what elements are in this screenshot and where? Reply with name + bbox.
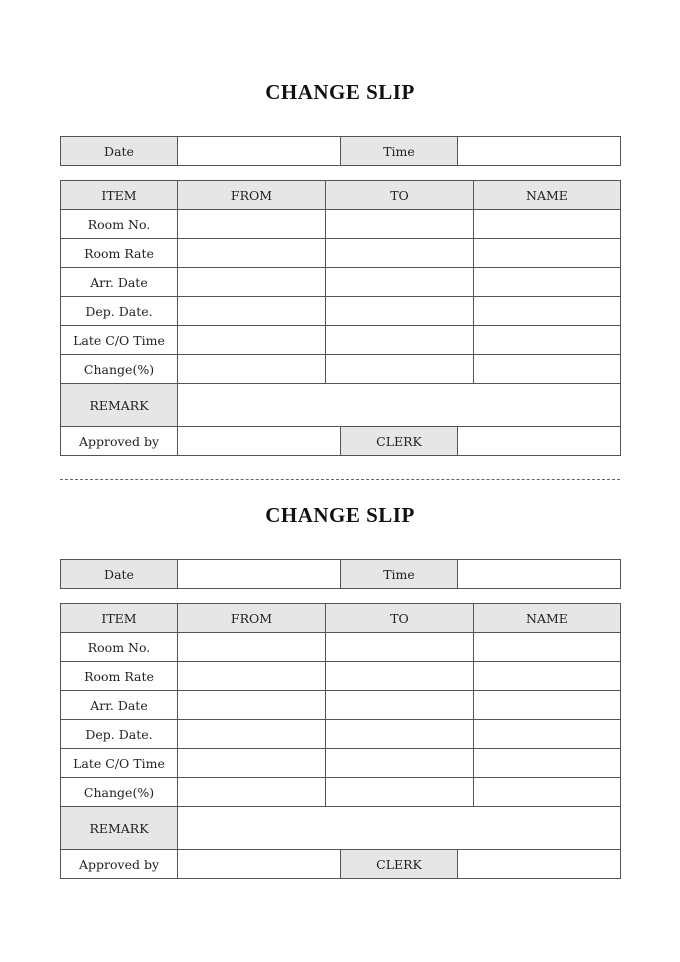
to-cell[interactable] <box>326 691 474 720</box>
from-cell[interactable] <box>178 297 326 326</box>
table-row <box>61 749 621 778</box>
to-cell[interactable] <box>326 778 474 807</box>
date-field[interactable] <box>178 137 341 166</box>
name-cell[interactable] <box>474 720 621 749</box>
header-from: FROM <box>178 604 326 633</box>
from-cell[interactable] <box>178 355 326 384</box>
row-label: Room Rate <box>61 239 178 268</box>
name-cell[interactable] <box>474 210 621 239</box>
from-cell[interactable] <box>178 268 326 297</box>
to-cell[interactable] <box>326 268 474 297</box>
date-field[interactable] <box>178 560 341 589</box>
table-row <box>61 210 621 239</box>
row-label: Room Rate <box>61 662 178 691</box>
name-cell[interactable] <box>474 633 621 662</box>
table-row <box>61 778 621 807</box>
change-table <box>60 180 621 428</box>
approved-by-field[interactable] <box>178 427 341 456</box>
name-cell[interactable] <box>474 297 621 326</box>
name-cell[interactable] <box>474 268 621 297</box>
to-cell[interactable] <box>326 297 474 326</box>
from-cell[interactable] <box>178 778 326 807</box>
from-cell[interactable] <box>178 210 326 239</box>
from-cell[interactable] <box>178 720 326 749</box>
date-time-table <box>60 136 621 166</box>
row-label: Arr. Date <box>61 268 178 297</box>
name-cell[interactable] <box>474 239 621 268</box>
to-cell[interactable] <box>326 326 474 355</box>
clerk-label: CLERK <box>341 427 458 456</box>
name-cell[interactable] <box>474 355 621 384</box>
table-row <box>61 268 621 297</box>
table-row <box>61 297 621 326</box>
to-cell[interactable] <box>326 749 474 778</box>
name-cell[interactable] <box>474 691 621 720</box>
row-label: Arr. Date <box>61 691 178 720</box>
table-row <box>61 691 621 720</box>
clerk-field[interactable] <box>458 427 621 456</box>
header-item: ITEM <box>61 181 178 210</box>
to-cell[interactable] <box>326 662 474 691</box>
from-cell[interactable] <box>178 239 326 268</box>
remark-label: REMARK <box>61 384 178 428</box>
to-cell[interactable] <box>326 720 474 749</box>
row-label: Dep. Date. <box>61 297 178 326</box>
header-name: NAME <box>474 604 621 633</box>
time-label: Time <box>341 137 458 166</box>
table-row <box>61 239 621 268</box>
row-label: Change(%) <box>61 355 178 384</box>
name-cell[interactable] <box>474 326 621 355</box>
name-cell[interactable] <box>474 778 621 807</box>
approved-by-field[interactable] <box>178 850 341 879</box>
time-label: Time <box>341 560 458 589</box>
clerk-label: CLERK <box>341 850 458 879</box>
table-row <box>61 662 621 691</box>
row-label: Dep. Date. <box>61 720 178 749</box>
from-cell[interactable] <box>178 633 326 662</box>
approved-by-label: Approved by <box>61 427 178 456</box>
slip-title: CHANGE SLIP <box>265 503 415 527</box>
approval-table <box>60 849 621 879</box>
clerk-field[interactable] <box>458 850 621 879</box>
change-table <box>60 603 621 851</box>
name-cell[interactable] <box>474 749 621 778</box>
table-row <box>61 326 621 355</box>
to-cell[interactable] <box>326 210 474 239</box>
date-label: Date <box>61 137 178 166</box>
remark-field[interactable] <box>178 384 621 428</box>
date-label: Date <box>61 560 178 589</box>
from-cell[interactable] <box>178 662 326 691</box>
slip-title: CHANGE SLIP <box>265 80 415 104</box>
row-label: Late C/O Time <box>61 749 178 778</box>
from-cell[interactable] <box>178 691 326 720</box>
header-item: ITEM <box>61 604 178 633</box>
cut-line <box>60 479 620 480</box>
table-row <box>61 633 621 662</box>
date-time-table <box>60 559 621 589</box>
remark-field[interactable] <box>178 807 621 851</box>
to-cell[interactable] <box>326 355 474 384</box>
table-row <box>61 355 621 384</box>
row-label: Room No. <box>61 633 178 662</box>
name-cell[interactable] <box>474 662 621 691</box>
header-from: FROM <box>178 181 326 210</box>
time-field[interactable] <box>458 137 621 166</box>
row-label: Room No. <box>61 210 178 239</box>
time-field[interactable] <box>458 560 621 589</box>
header-to: TO <box>326 604 474 633</box>
to-cell[interactable] <box>326 239 474 268</box>
approved-by-label: Approved by <box>61 850 178 879</box>
remark-label: REMARK <box>61 807 178 851</box>
approval-table <box>60 426 621 456</box>
header-to: TO <box>326 181 474 210</box>
row-label: Late C/O Time <box>61 326 178 355</box>
from-cell[interactable] <box>178 749 326 778</box>
table-row <box>61 720 621 749</box>
from-cell[interactable] <box>178 326 326 355</box>
row-label: Change(%) <box>61 778 178 807</box>
header-name: NAME <box>474 181 621 210</box>
to-cell[interactable] <box>326 633 474 662</box>
